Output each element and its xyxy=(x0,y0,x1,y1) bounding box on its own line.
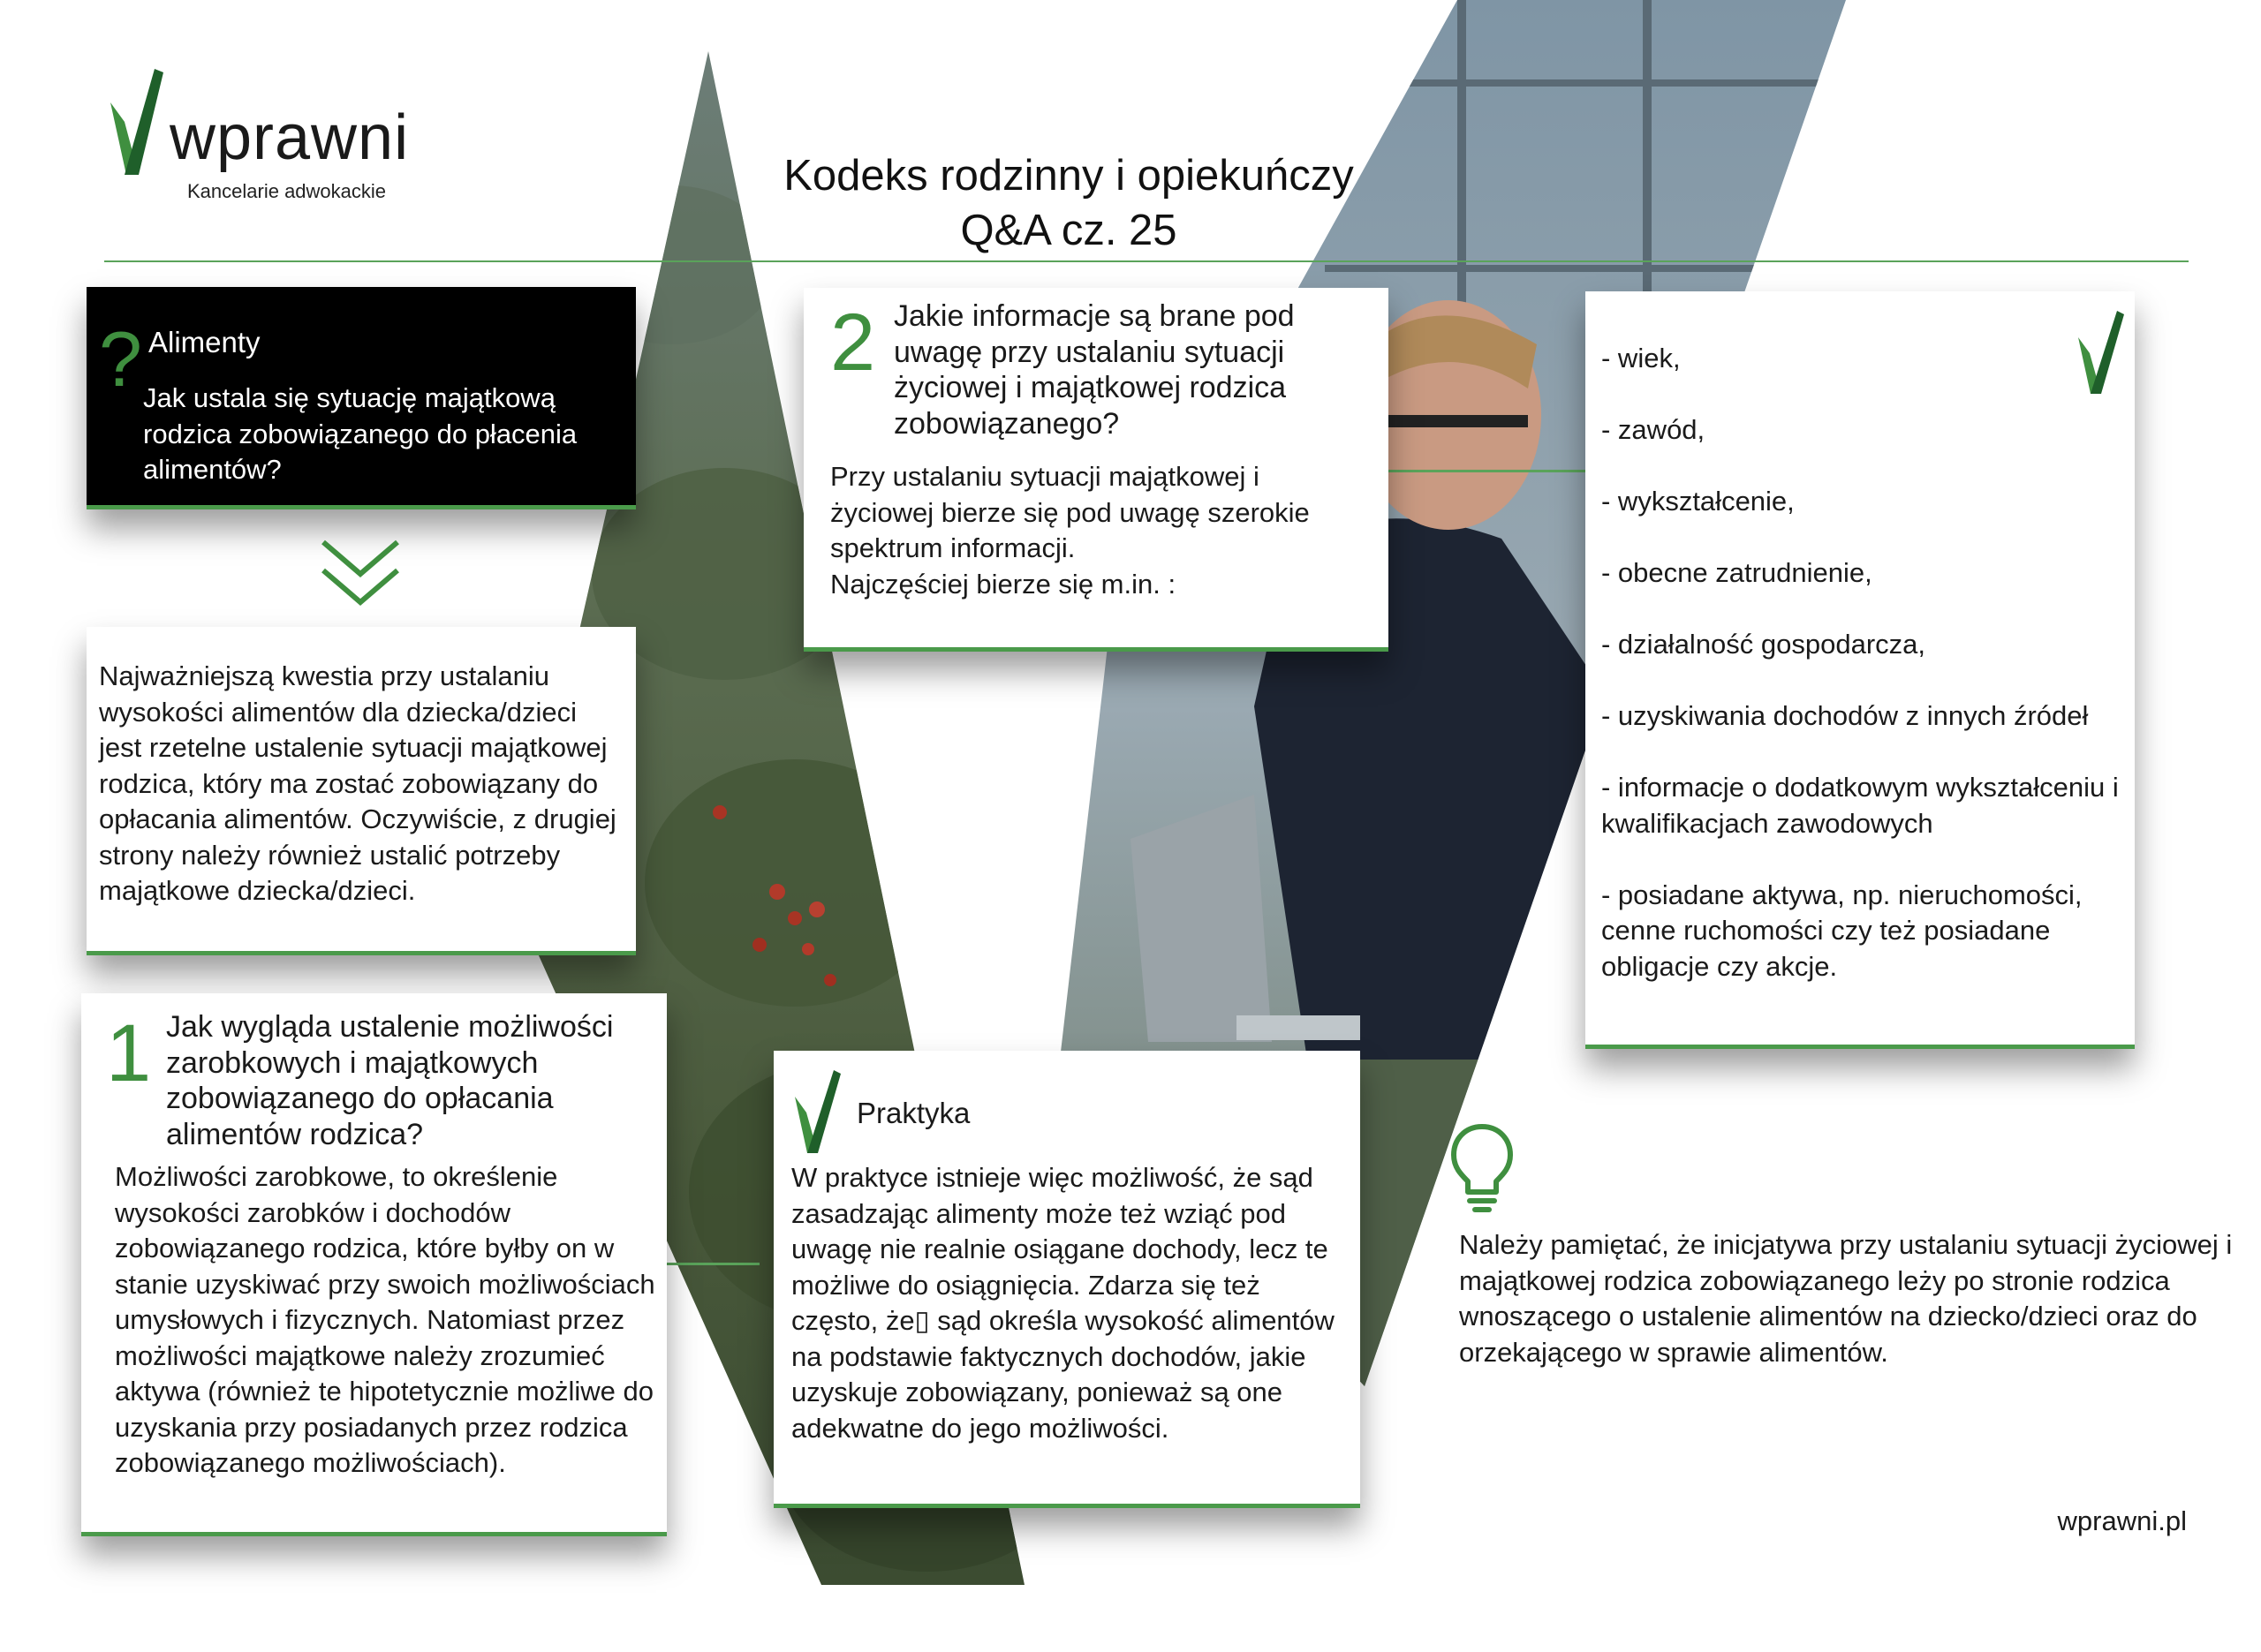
list xyxy=(1601,341,2122,984)
q1-answer: Możliwości zarobkowe, to określenie wysokości zarobków i dochodów zobowiązanego rodzica, które byłby on w stanie uzyskiwać przy swoich możliwościach umysłowych i fizycznych. Natomiast przez możliwości majątkowe należy zrozumieć aktywa (również te hipotetycznie możliwe do uzyskania przy posiadanych przez rodzica zobowiązanego możliwościach). xyxy=(115,1161,655,1478)
list-item: - informacje o dodatkowym wykształceniu i kwalifikacjach zawodowych xyxy=(1601,772,2119,839)
logo-wordmark: wprawni xyxy=(170,102,410,173)
logo-check-icon xyxy=(110,69,163,177)
logo-tagline: Kancelarie adwokackie xyxy=(187,180,387,202)
logo[interactable] xyxy=(106,69,424,210)
page-title-line1: Kodeks rodzinny i opiekuńczy xyxy=(783,152,1354,200)
list-card xyxy=(1585,291,2135,1049)
list-item: - wiek, xyxy=(1601,343,1681,373)
q1-question: Jak wygląda ustalenie możliwości zarobkowych i majątkowych zobowiązanego do opłacania alimentów rodzica? xyxy=(166,1010,614,1151)
intro-text: Najważniejszą kwestia przy ustalaniu wysokości alimentów dla dziecka/dzieci jest rzetelne ustalenie sytuacji majątkowej rodzica, który ma zostać zobowiązany do opłacania alimentów. Oczywiście, z drugiej strony należy również ustalić potrzeby majątkowe dziecka/dzieci. xyxy=(99,660,616,906)
list-item: - obecne zatrudnienie, xyxy=(1601,557,1872,588)
q2-number: 2 xyxy=(830,298,876,388)
q2-card xyxy=(804,288,1388,652)
question-mark-icon: ? xyxy=(99,315,142,403)
note-text: Należy pamiętać, że inicjatywa przy ustalaniu sytuacji życiowej i majątkowej rodzica zobowiązanego leży po stronie rodzica wnoszącego o ustalenie alimentów na dziecko/dzieci oraz do orzekającego w sprawie alimentów. xyxy=(1459,1229,2233,1368)
q2-answer-line2: Najczęściej bierze się m.in. : xyxy=(830,568,1176,600)
q1-card xyxy=(81,993,667,1536)
page-title-line2: Q&A cz. 25 xyxy=(960,207,1177,254)
lightbulb-icon xyxy=(1448,1121,1516,1215)
chevron-down-icon xyxy=(320,539,401,609)
q2-answer-line1: Przy ustalaniu sytuacji majątkowej i życiowej bierze się pod uwagę szerokie spektrum informacji. xyxy=(830,461,1310,563)
q2-answer xyxy=(830,459,1360,602)
practice-card xyxy=(774,1051,1360,1508)
header-divider xyxy=(104,260,2189,262)
q2-question: Jakie informacje są brane pod uwagę przy ustalaniu sytuacji życiowej i majątkowej rodzica zobowiązanego? xyxy=(894,299,1295,441)
question-box-heading: Alimenty xyxy=(148,326,261,358)
question-box-text: Jak ustala się sytuację majątkową rodzica zobowiązanego do płacenia alimentów? xyxy=(143,382,578,485)
practice-text: W praktyce istnieje więc możliwość, że sąd zasadzając alimenty może też wziąć pod uwagę nie realnie osiągane dochody, lecz te możliwe do osiągnięcia. Zdarza się też często, że▯ sąd określa wysokość alimentów na podstawie faktycznych dochodów, jakie uzyskuje zobowiązany, ponieważ są one adekwatne do jego możliwości. xyxy=(791,1162,1335,1444)
page-title xyxy=(707,148,1431,258)
connector-line xyxy=(1387,470,1585,472)
connector-line xyxy=(667,1263,760,1265)
q1-number: 1 xyxy=(106,1008,152,1098)
practice-heading: Praktyka xyxy=(857,1097,971,1129)
list-item: - posiadane aktywa, np. nieruchomości, cenne ruchomości czy też posiadane obligacje czy akcje. xyxy=(1601,879,2083,982)
list-item: - zawód, xyxy=(1601,414,1705,445)
intro-card xyxy=(87,627,636,955)
footer-url[interactable]: wprawni.pl xyxy=(2057,1505,2187,1536)
check-icon xyxy=(795,1070,841,1155)
list-item: - uzyskiwania dochodów z innych źródeł xyxy=(1601,700,2089,731)
list-item: - wykształcenie, xyxy=(1601,486,1795,517)
list-item: - działalność gospodarcza, xyxy=(1601,629,1926,660)
question-box xyxy=(87,287,636,509)
